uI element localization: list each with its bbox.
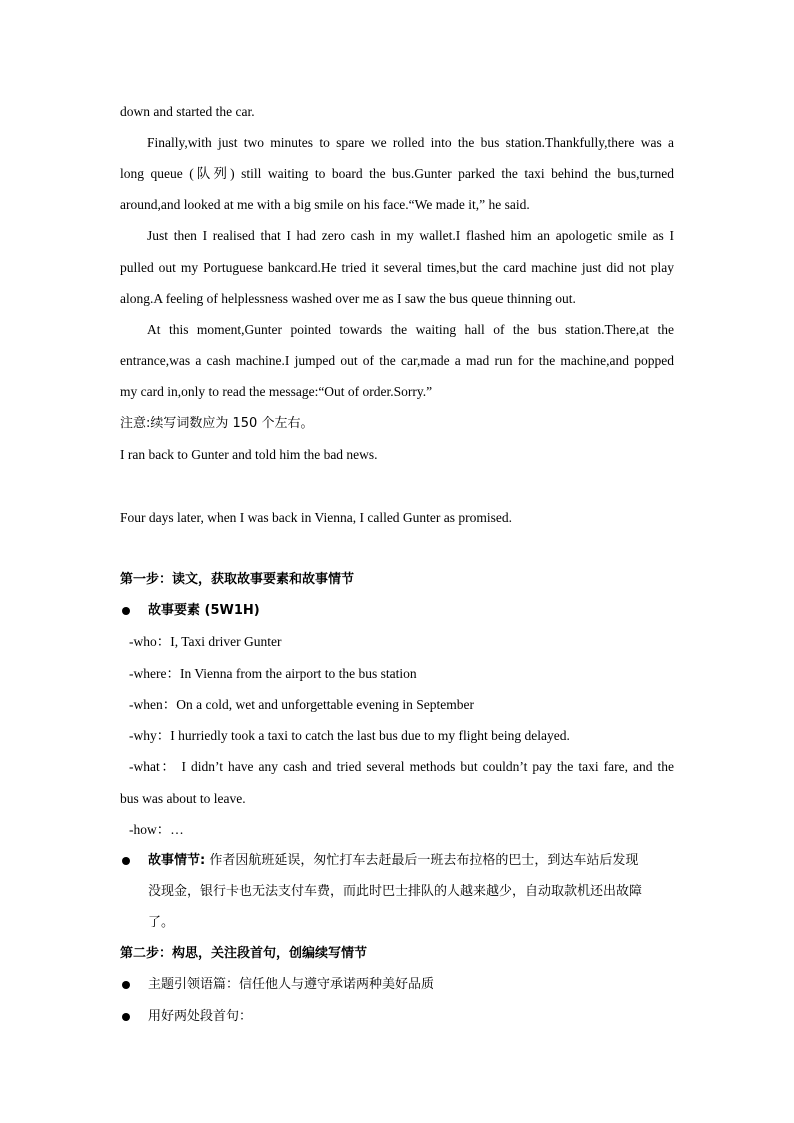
story-text-line: entrance,was a cash machine.I jumped out of the car,made a mad run for the machine,and popped <box>120 353 674 368</box>
story-text-line: around,and looked at me with a big smile on his face.“We made it,” he said. <box>120 197 530 212</box>
theme-item: 主题引领语篇：信任他人与遵守承诺两种美好品质 <box>148 977 435 992</box>
bullet-icon <box>122 1013 130 1021</box>
step2-heading: 第二步：构思，关注段首句，创编续写情节 <box>120 946 368 961</box>
story-text-line: At this moment,Gunter pointed towards the waiting hall of the bus station.There,at the <box>147 322 674 337</box>
element-when: -when：On a cold, wet and unforgettable evening in September <box>129 697 475 712</box>
element-where: -where：In Vienna from the airport to the bus station <box>129 666 417 681</box>
story-plot-text: 作者因航班延误，匆忙打车去赶最后一班去布拉格的巴士，到达车站后发现 <box>205 853 639 868</box>
use-starts-item: 用好两处段首句： <box>148 1009 253 1024</box>
paragraph-start-sentence-2: Four days later, when I was back in Vienna, I called Gunter as promised. <box>120 510 513 525</box>
bullet-icon <box>122 981 130 989</box>
bullet-icon <box>122 607 130 615</box>
bullet-icon <box>122 857 130 865</box>
story-text-line: Just then I realised that I had zero cash in my wallet.I flashed him an apologetic smile as I <box>147 228 674 243</box>
story-text-line: my card in,only to read the message:“Out of order.Sorry.” <box>120 384 433 399</box>
element-what: -what： I didn’t have any cash and tried several methods but couldn’t pay the taxi fare, and the <box>129 759 674 774</box>
story-text-line: along.A feeling of helplessness washed over me as I saw the bus queue thinning out. <box>120 291 576 306</box>
story-plot-line: 没现金，银行卡也无法支付车费，而此时巴士排队的人越来越少，自动取款机还出故障 <box>148 884 643 899</box>
step1-heading: 第一步：读文，获取故事要素和故事情节 <box>120 572 355 587</box>
element-who: -who：I, Taxi driver Gunter <box>129 634 282 649</box>
paragraph-start-sentence-1: I ran back to Gunter and told him the bad news. <box>120 447 378 462</box>
story-text-line: pulled out my Portuguese bankcard.He tried it several times,but the card machine just did not play <box>120 260 674 275</box>
element-what-continued: bus was about to leave. <box>120 791 246 806</box>
story-plot-line: 了。 <box>148 915 175 930</box>
element-why: -why：I hurriedly took a taxi to catch the last bus due to my flight being delayed. <box>129 728 570 743</box>
story-text-line: down and started the car. <box>120 104 255 119</box>
element-how: -how：… <box>129 822 184 837</box>
word-count-note: 注意:续写词数应为 150 个左右。 <box>120 416 314 431</box>
story-plot <box>148 852 674 870</box>
story-text-line: long queue (队列) still waiting to board the bus.Gunter parked the taxi behind the bus,turned <box>120 166 674 181</box>
story-plot-label: 故事情节: <box>148 853 206 868</box>
story-elements-title: 故事要素 (5W1H) <box>148 603 260 618</box>
story-text-line: Finally,with just two minutes to spare we rolled into the bus station.Thankfully,there was a <box>147 135 674 150</box>
